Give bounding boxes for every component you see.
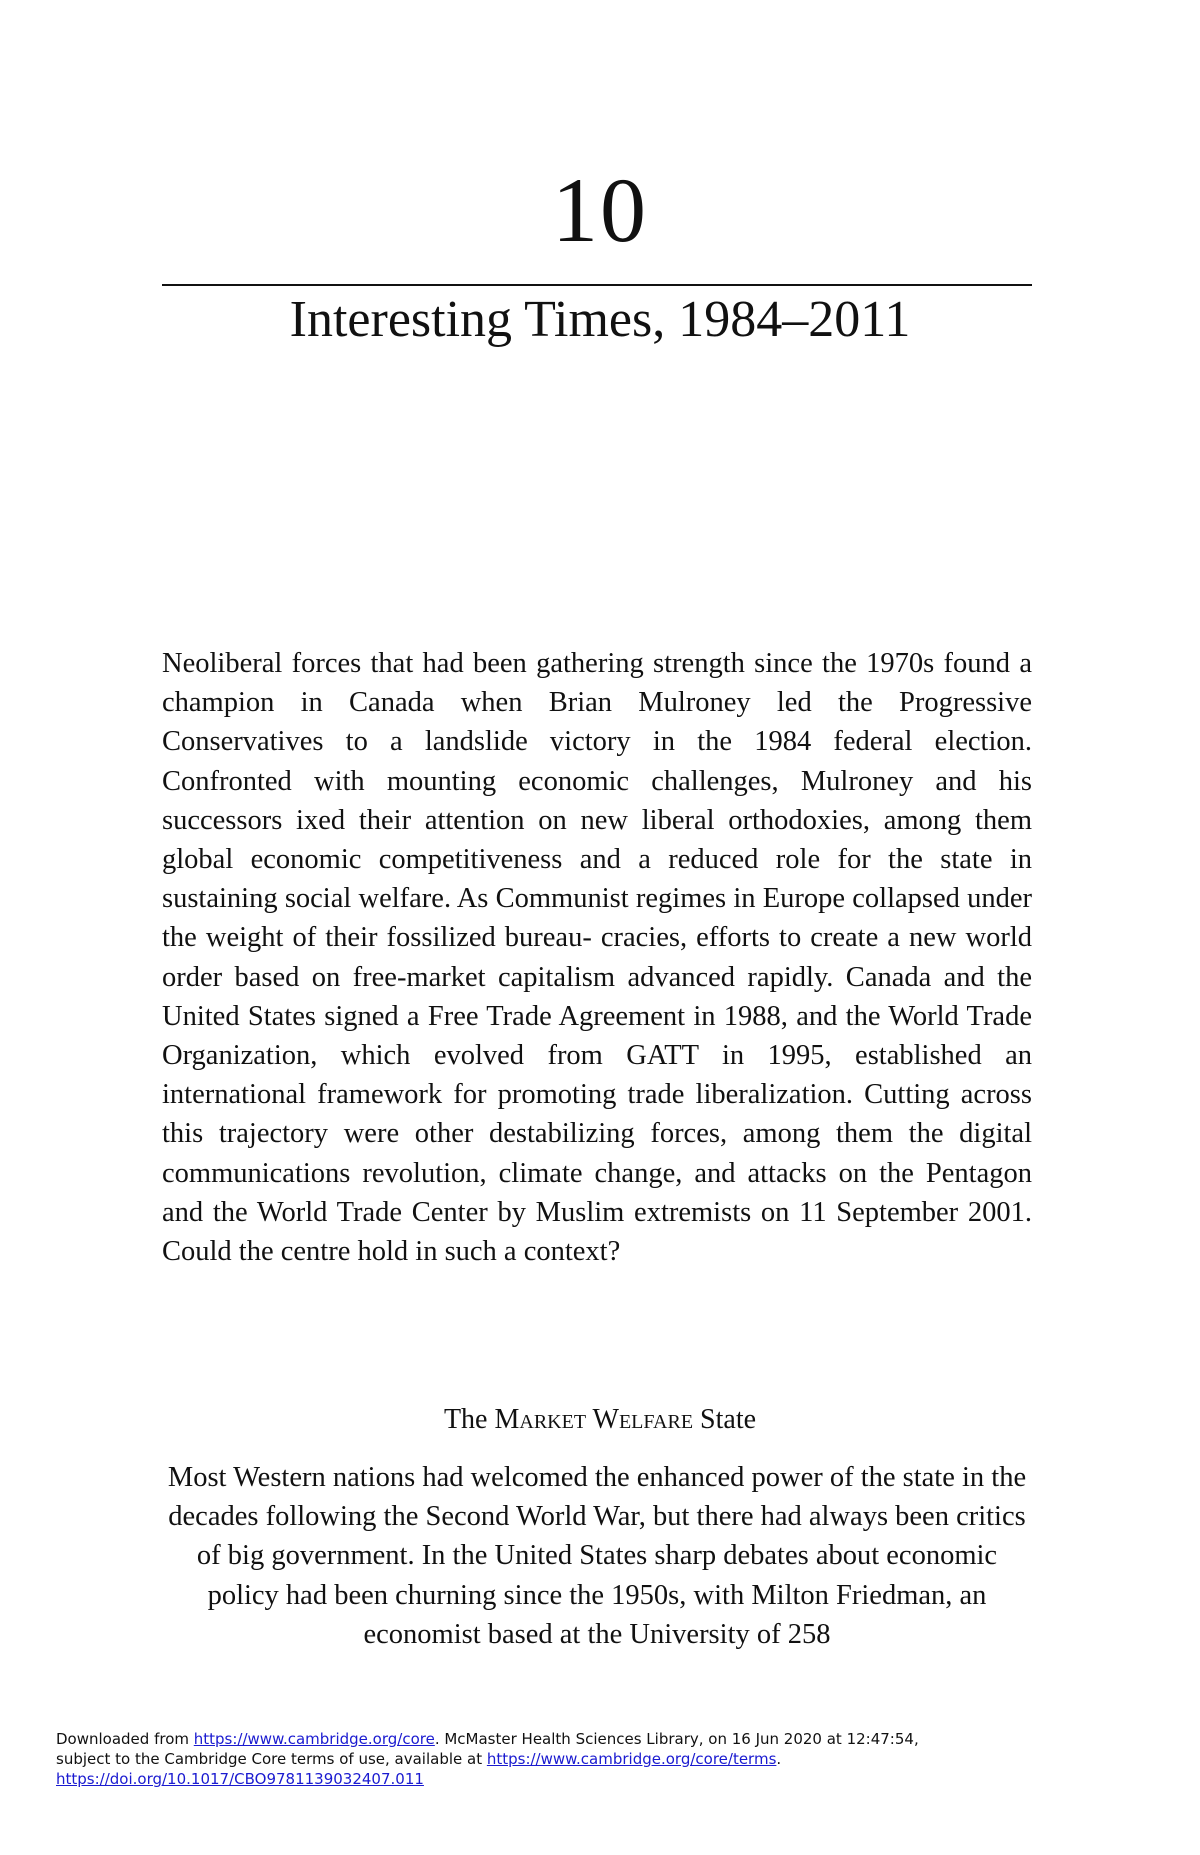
footer-terms-prefix: subject to the Cambridge Core terms of use, available at [56,1750,487,1768]
title-rule [162,284,1032,286]
footer-terms-suffix: . [776,1750,782,1768]
section-heading [0,1400,1200,1440]
cambridge-core-link[interactable]: https://www.cambridge.org/core [193,1730,435,1748]
chapter-title: Interesting Times, 1984–2011 [289,291,911,348]
cambridge-terms-link[interactable]: https://www.cambridge.org/core/terms [486,1750,777,1768]
footer-library-note: . McMaster Health Sciences Library, on 16 Jun 2020 at 12:47:54, [434,1730,919,1748]
footer-line-1 [56,1729,1166,1749]
footer-line-2 [56,1749,1166,1769]
section-heading-pre: The [443,1404,495,1435]
section-paragraph: Most Western nations had welcomed the enhanced power of the state in the decades following the Second World War, but there had always been critics of big government. In the United States sharp debates about economic policy had been churning since the 1950s, with Milton Friedman, an economist based at the University of 258 [167,1462,1027,1650]
footer-line-3 [56,1769,1166,1789]
section-heading-small-caps: Market Welfare [494,1404,694,1435]
intro-paragraph: Neoliberal forces that had been gathering strength since the 1970s found a champion in Canada when Brian Mulroney led the Progressive Conservatives to a landslide victory in the 1984 federal election. Confronted with mounting economic challenges, Mulroney and his successors ixed their attention on new liberal orthodoxies, among them global economic competitiveness and a reduced role for the state in sustaining social welfare. As Communist regimes in Europe collapsed under the weight of their fossilized bureau- cracies, efforts to create a new world order based on free-market capitalism advanced rapidly. Canada and the United States signed a Free Trade Agreement in 1988, and the World Trade Organization, which evolved from GATT in 1995, established an international framework for promoting trade liberalization. Cutting across this trajectory were other destabilizing forces, among them the digital communications revolution, climate change, and attacks on the Pentagon and the World Trade Center by Muslim extremists on 11 September 2001. Could the centre hold in such a context? [162,648,1032,1268]
section-heading-post: State [693,1404,757,1435]
chapter-number: 10 [552,159,648,261]
footer-downloaded-from: Downloaded from [56,1730,194,1748]
download-footer [56,1729,1166,1789]
doi-link[interactable]: https://doi.org/10.1017/CBO9781139032407.011 [56,1770,424,1788]
